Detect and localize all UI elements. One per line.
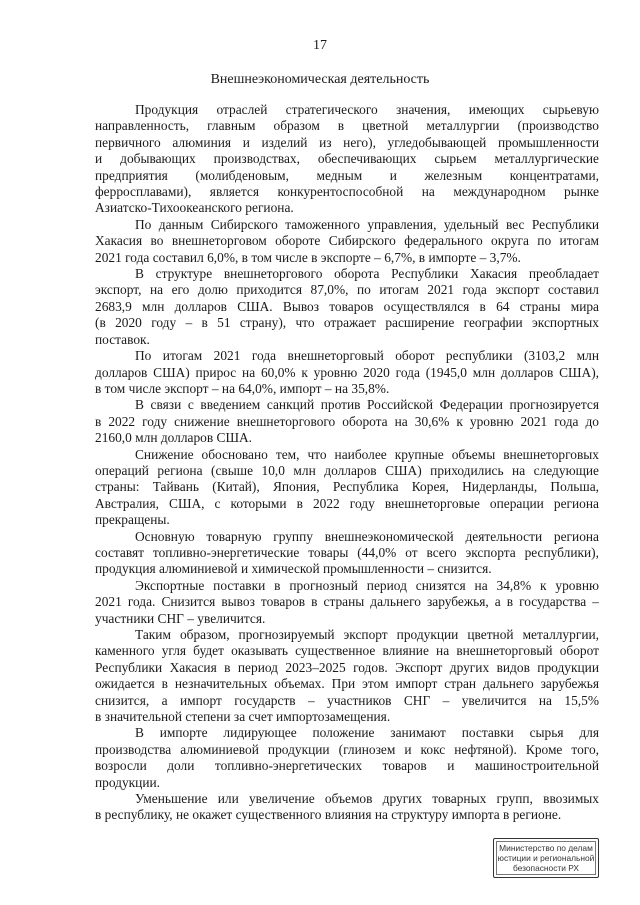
paragraph-line: По итогам 2021 года внешнеторговый оборот республики (3103,2 млн — [135, 348, 599, 364]
paragraph-line: экспорт, на его долю приходится 87,0%, по итогам 2021 года экспорт составил — [95, 282, 599, 298]
paragraph — [95, 578, 599, 627]
paragraph-line: Уменьшение или увеличение объемов других товарных групп, ввозимых — [135, 791, 599, 807]
paragraph-line: (в 2020 году – в 51 страну), что отражает расширение географии экспортных — [95, 315, 599, 331]
page-number: 17 — [313, 38, 327, 53]
paragraph-line: Республики Хакасия в период 2023–2025 годов. Экспорт других видов продукции — [95, 659, 599, 675]
paragraph-line: поставок. — [95, 331, 150, 347]
stamp-line-3: безопасности РХ — [512, 863, 580, 873]
paragraph — [95, 266, 599, 348]
paragraph-line: производства алюминиевой продукции (глинозем и кокс нефтяной). Кроме того, — [95, 741, 599, 757]
stamp-line-2: юстиции и региональной — [497, 853, 595, 863]
paragraph — [95, 791, 599, 824]
paragraph — [95, 447, 599, 529]
paragraph-line: ферросплавами), является конкурентоспособной на международном рынке — [95, 184, 599, 200]
paragraph — [95, 102, 599, 217]
paragraph-line: В импорте лидирующее положение занимают поставки сырья для — [135, 725, 599, 741]
paragraph-line: Азиатско-Тихоокеанского региона. — [95, 200, 294, 216]
paragraph-line: предприятия (молибденовым, медным и железным концентратами, — [95, 167, 599, 183]
paragraph-line: операций региона (свыше 10,0 млн долларов США) приходились на следующие — [95, 462, 599, 478]
paragraph-line: По данным Сибирского таможенного управления, удельный вес Республики — [135, 216, 599, 232]
paragraph-line: Основную товарную группу внешнеэкономической деятельности региона — [135, 528, 599, 544]
paragraph-line: ожидается в незначительных объемах. При этом импорт стран дальнего зарубежья — [95, 676, 599, 692]
paragraph — [95, 529, 599, 578]
paragraph-line: Экспортные поставки в прогнозный период снизятся на 34,8% к уровню — [135, 577, 599, 593]
paragraph-line: долларов США) прирос на 60,0% к уровню 2020 года (1945,0 млн долларов США), — [95, 364, 599, 380]
paragraph-line: 2021 года. Снизится вывоз товаров в страны дальнего зарубежья, а в государства – — [95, 594, 599, 610]
paragraph-line: возросли доли топливно-энергетических товаров и машиностроительной — [95, 758, 599, 774]
paragraph-line: Продукция отраслей стратегического значения, имеющих сырьевую — [135, 102, 599, 117]
paragraph-line: первичного алюминия и изделий из него), угледобывающей промышленности — [95, 134, 599, 150]
paragraph-line: 2021 года составил 6,0%, в том числе в экспорте – 6,7%, в импорте – 3,7%. — [95, 249, 521, 265]
paragraph-line: в значительной степени за счет импортозамещения. — [95, 709, 391, 725]
paragraph-line: и добывающих производствах, обеспечивающих сырьем металлургические — [95, 151, 599, 167]
paragraph — [95, 397, 599, 446]
paragraph-line: Австралия, США, с которыми в 2022 году внешнеторговые операции региона — [95, 495, 599, 511]
paragraph — [95, 217, 599, 266]
paragraph-line: направленность, главным образом в цветной металлургии (производство — [95, 118, 599, 134]
paragraph — [95, 725, 599, 791]
stamp-line-1: Министерство по делам — [499, 843, 593, 853]
paragraph-line: в 2022 году снижение внешнеторгового оборота на 30,6% к уровню 2021 года до — [95, 413, 599, 429]
paragraph-line: Снижение обосновано тем, что наиболее крупные объемы внешнеторговых — [135, 446, 599, 462]
paragraph-line: страны: Тайвань (Китай), Япония, Республика Корея, Нидерланды, Польша, — [95, 479, 599, 495]
paragraph-line: В связи с введением санкций против Российской Федерации прогнозируется — [135, 397, 599, 413]
paragraph-line: снизится, а импорт государств – участников СНГ – увеличится на 15,5% — [95, 692, 599, 708]
paragraph-line: В структуре внешнеторгового оборота Республики Хакасия преобладает — [135, 266, 599, 282]
document-body — [95, 102, 599, 824]
registration-stamp — [493, 838, 599, 878]
paragraph-line: Хакасия во внешнеторговом обороте Сибирского федерального округа по итогам — [95, 233, 599, 249]
paragraph-line: в том числе экспорт – на 64,0%, импорт – на 35,8%. — [95, 380, 390, 396]
paragraph-line: продукция алюминиевой и химической промышленности – снизится. — [95, 561, 492, 577]
paragraph-line: прекращены. — [95, 512, 170, 528]
paragraph-line: в республику, не окажет существенного влияния на структуру импорта в регионе. — [95, 807, 562, 823]
paragraph-line: участники СНГ – увеличится. — [95, 610, 266, 626]
paragraph-line: составят топливно-энергетические товары (44,0% от всего экспорта республики), — [95, 544, 599, 560]
paragraph — [95, 348, 599, 397]
paragraph — [95, 627, 599, 725]
section-heading: Внешнеэкономическая деятельность — [210, 72, 430, 87]
paragraph-line: Таким образом, прогнозируемый экспорт продукции цветной металлургии, — [135, 627, 599, 642]
paragraph-line: 2160,0 млн долларов США. — [95, 430, 252, 446]
paragraph-line: 2683,9 млн долларов США. Вывоз товаров осуществлялся в 64 страны мира — [95, 298, 599, 314]
paragraph-line: продукции. — [95, 774, 161, 790]
paragraph-line: каменного угля будет оказывать существенное влияние на внешнеторговый оборот — [95, 643, 599, 659]
